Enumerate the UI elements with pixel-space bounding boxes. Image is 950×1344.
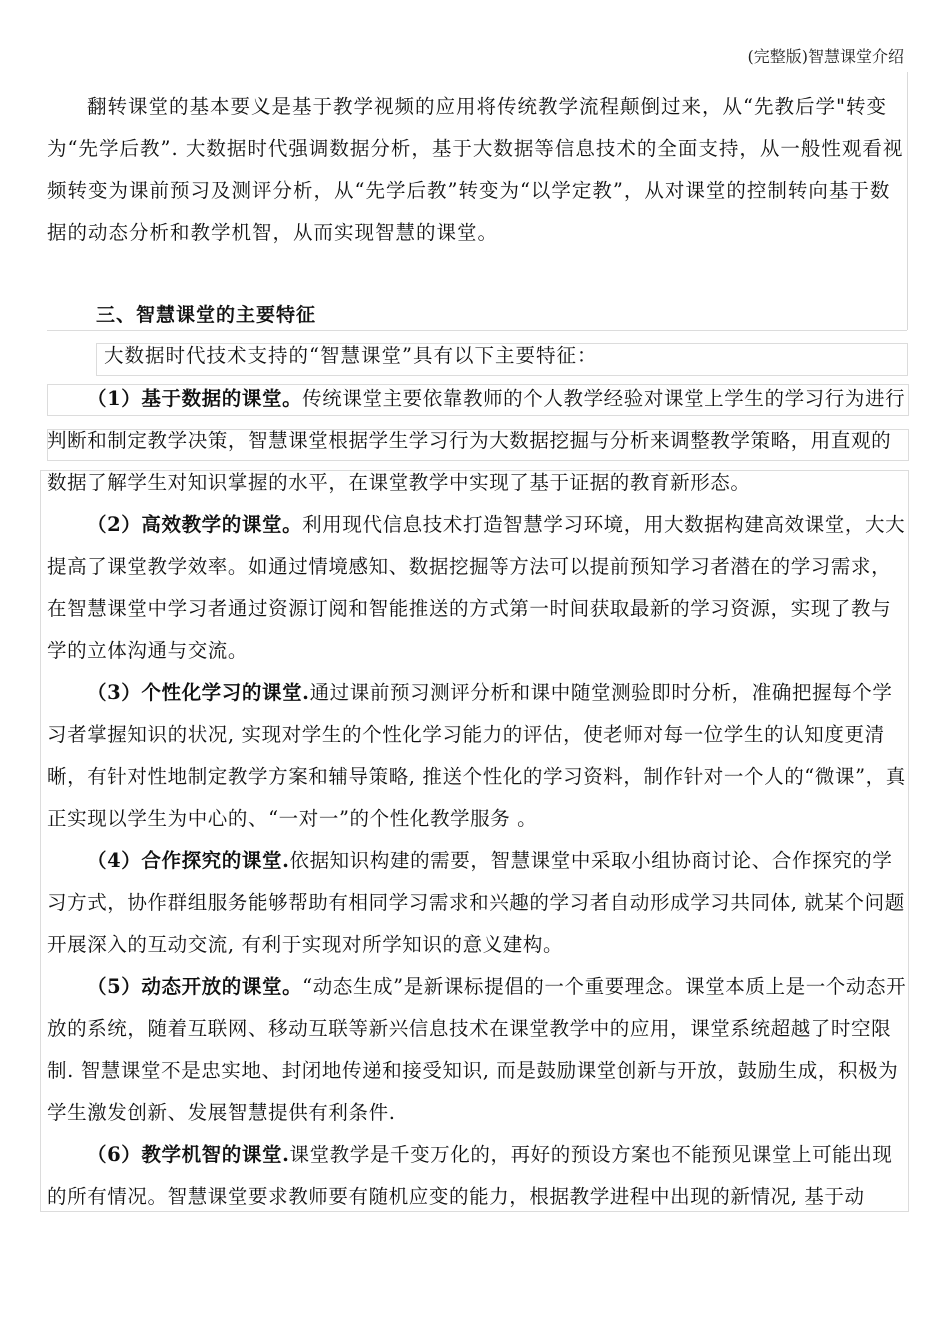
feature-3: [47, 672, 907, 840]
feature-6-text: 课堂教学是千变万化的，再好的预设方案也不能预见课堂上可能出现的所有情况。智慧课堂要求教师要有随机应变的能力，根据教学进程中出现的新情况, 基于动: [47, 1143, 893, 1208]
feature-1-text: 传统课堂主要依靠教师的个人教学经验对课堂上学生的学习行为进行判断和制定教学决策，智慧课堂根据学生学习行为大数据挖掘与分析来调整教学策略，用直观的数据了解学生对知识掌握的水平，在课堂教学中实现了基于证据的教育新形态。: [47, 387, 906, 494]
feature-5-text: “动态生成”是新课标提倡的一个重要理念。课堂本质上是一个动态开放的系统，随着互联网、移动互联等新兴信息技术在课堂教学中的应用，课堂系统超越了时空限制. 智慧课堂不是忠实地、封闭地传递和接受知识, 而是鼓励课堂创新与开放，鼓励生成，积极为学生激发创新、发展智慧提供有利条件.: [47, 975, 907, 1124]
feature-5: [47, 966, 907, 1134]
section-divider: [47, 330, 907, 331]
feature-4-label: （4）合作探究的课堂.: [87, 849, 290, 872]
feature-2-text: 利用现代信息技术打造智慧学习环境，用大数据构建高效课堂，大大提高了课堂教学效率。如通过情境感知、数据挖掘等方法可以提前预知学习者潜在的学习需求，在智慧课堂中学习者通过资源订阅和智能推送的方式第一时间获取最新的学习资源，实现了教与学的立体沟通与交流。: [47, 513, 906, 662]
section-intro: 大数据时代技术支持的“智慧课堂”具有以下主要特征：: [104, 344, 598, 367]
feature-5-label: （5）动态开放的课堂。: [87, 975, 303, 998]
feature-6: [47, 1134, 907, 1218]
right-border-line: [907, 72, 908, 330]
feature-3-text: 通过课前预习测评分析和课中随堂测验即时分析，准确把握每个学习者掌握知识的状况, 实现对学生的个性化学习能力的评估，使老师对每一位学生的认知度更清晰，有针对性地制定教学方案和辅导策略, 推送个性化的学习资料，制作针对一个人的“微课”，真正实现以学生为中心的、“一对一”的个性化教学服务 。: [47, 681, 906, 830]
feature-2-label: （2）高效教学的课堂。: [87, 513, 303, 536]
feature-1-label: （1）基于数据的课堂。: [87, 387, 303, 410]
section-heading: 三、智慧课堂的主要特征: [96, 304, 317, 326]
feature-2: [47, 504, 907, 672]
feature-1: [47, 378, 907, 504]
intro-paragraph: 翻转课堂的基本要义是基于教学视频的应用将传统教学流程颠倒过来，从“先教后学"转变为“先学后教”. 大数据时代强调数据分析，基于大数据等信息技术的全面支持，从一般性观看视频转变为课前预习及测评分析，从“先学后教”转变为“以学定教”，从对课堂的控制转向基于数据的动态分析和教学机智，从而实现智慧的课堂。: [47, 95, 904, 244]
page-header-title: (完整版)智慧课堂介绍: [747, 47, 904, 66]
feature-4-text: 依据知识构建的需要，智慧课堂中采取小组协商讨论、合作探究的学习方式，协作群组服务能够帮助有相同学习需求和兴趣的学习者自动形成学习共同体, 就某个问题开展深入的互动交流, 有利于实现对所学知识的意义建构。: [47, 849, 905, 956]
feature-4: [47, 840, 907, 966]
feature-3-label: （3）个性化学习的课堂.: [87, 681, 310, 704]
feature-6-label: （6）教学机智的课堂.: [87, 1143, 290, 1166]
